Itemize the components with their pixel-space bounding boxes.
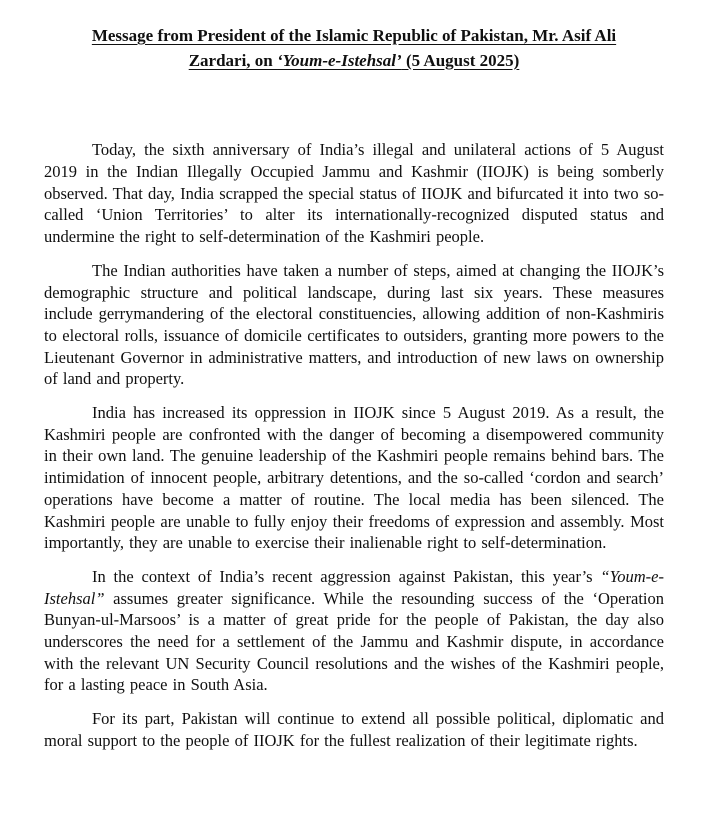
paragraph [44, 260, 664, 390]
text-segment: India has increased its oppression in IIOJK since 5 August 2019. As a result, the Kashmiri people are confronted with the danger of becoming a disempowered community in their own land. The genuine leadership of the Kashmiri people remains behind bars. The intimidation of innocent people, arbitrary detentions, and the so-called ‘cordon and search’ operations have become a matter of routine. The local media has been silenced. The Kashmiri people are unable to fully enjoy their freedoms of expression and assembly. Most importantly, they are unable to exercise their inalienable right to self-determination. [44, 403, 664, 553]
paragraph [44, 402, 664, 554]
text-segment: The Indian authorities have taken a number of steps, aimed at changing the IIOJK’s demographic structure and political landscape, during last six years. These measures include gerrymandering of the electoral constituencies, allowing addition of non-Kashmiris to electoral rolls, issuance of domicile certificates to outsiders, granting more powers to the Lieutenant Governor in administrative matters, and introduction of new laws on ownership of land and property. [44, 260, 664, 389]
paragraph [44, 139, 664, 248]
text-segment: (5 August 2025) [401, 50, 520, 70]
text-segment: In the context of India’s recent aggression against Pakistan, this year’s [92, 566, 601, 586]
text-segment: “Youm-e-Istehsal” [44, 566, 664, 608]
text-segment: Today, the sixth anniversary of India’s illegal and unilateral actions of 5 August 2019 in the Indian Illegally Occupied Jammu and Kashmir (IIOJK) is being somberly observed. That day, India scrapped the special status of IIOJK and bifurcated it into two so-called ‘Union Territories’ to alter its internationally-recognized disputed status and undermine the right to self-determination of the Kashmiri people. [44, 140, 664, 247]
paragraph [44, 566, 664, 696]
paragraph [44, 708, 664, 751]
text-segment: assumes greater significance. While the resounding success of the ‘Operation Bunyan-ul-Marsoos’ is a matter of great pride for the people of Pakistan, the day also underscores the need for a settlement of the Jammu and Kashmir dispute, in accordance with the relevant UN Security Council resolutions and the wishes of the Kashmiri people, for a lasting peace in South Asia. [44, 588, 664, 695]
text-segment: For its part, Pakistan will continue to extend all possible political, diplomatic and moral support to the people of IIOJK for the fullest realization of their legitimate rights. [44, 709, 664, 750]
text-segment: Message from President of the Islamic Republic of Pakistan, Mr. Asif Ali Zardari, on [91, 26, 617, 70]
text-segment: ‘Youm-e-Istehsal’ [277, 50, 402, 70]
document-title [62, 24, 646, 73]
document-body [44, 139, 664, 751]
